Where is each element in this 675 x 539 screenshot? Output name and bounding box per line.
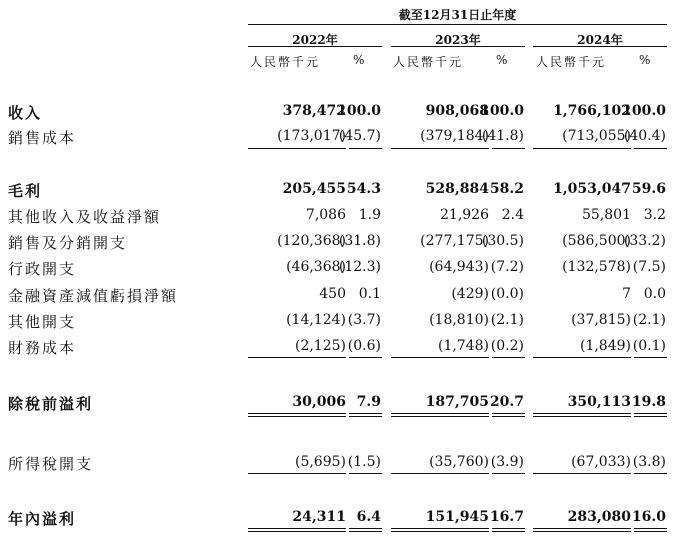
rule-fin-2023-amt — [391, 357, 489, 358]
cell-row7-2022-amount: (14,124) — [286, 312, 346, 328]
rule-cos-2024-amt — [533, 148, 631, 149]
rule-pbt-2023-amt-1 — [391, 413, 489, 414]
cell-row11-2024-pct: 16.0 — [631, 509, 666, 525]
cell-row2-2024-amount: 1,053,047 — [553, 181, 631, 197]
rule-pfy-2023-amt-2 — [391, 531, 489, 532]
cell-row8-2024-amount: (1,849) — [579, 338, 631, 354]
cell-row3-2023-amount: 21,926 — [440, 207, 489, 223]
cell-row11-2023-amount: 151,945 — [425, 509, 489, 525]
rule-tax-2023-amt — [391, 473, 489, 474]
cell-row1-2024-amount: (713,055) — [562, 128, 631, 144]
rule-pfy-2023-amt-1 — [391, 528, 489, 529]
rule-pbt-2023-pct-1 — [492, 413, 525, 414]
rule-pfy-2024-pct-1 — [634, 528, 667, 529]
unit-amount-2022: 人民幣千元 — [250, 55, 321, 69]
cell-row11-2022-amount: 24,311 — [292, 509, 346, 525]
cell-row7-2024-amount: (37,815) — [571, 312, 631, 328]
cell-row1-2022-pct: (45.7) — [338, 128, 381, 144]
cell-row8-2022-pct: (0.6) — [347, 338, 381, 354]
unit-pct-2023: % — [496, 53, 510, 67]
row-label-other-expenses: 其他開支 — [8, 313, 77, 331]
rule-tax-2024-pct — [634, 473, 667, 474]
cell-row9-2024-amount: 350,113 — [567, 394, 631, 410]
cell-row0-2024-amount: 1,766,102 — [553, 103, 631, 119]
cell-row7-2023-amount: (18,810) — [429, 312, 489, 328]
rule-tax-2022-pct — [349, 473, 382, 474]
row-label-gross-profit: 毛利 — [8, 182, 43, 200]
row-label-admin-expenses: 行政開支 — [8, 260, 77, 278]
cell-row0-2023-amount: 908,068 — [425, 103, 489, 119]
rule-cos-2024-pct — [634, 148, 667, 149]
cell-row11-2022-pct: 6.4 — [356, 509, 381, 525]
cell-row0-2024-pct: 100.0 — [622, 103, 666, 119]
rule-pfy-2022-pct-1 — [349, 528, 382, 529]
cell-row6-2023-pct: (0.0) — [490, 286, 524, 302]
cell-row6-2024-pct: 0.0 — [643, 286, 666, 302]
rule-pfy-2024-amt-2 — [533, 531, 631, 532]
rule-pfy-2022-amt-1 — [248, 528, 346, 529]
cell-row9-2022-pct: 7.9 — [356, 394, 381, 410]
year-underline-2023 — [391, 46, 525, 47]
rule-pbt-2022-amt-1 — [248, 413, 346, 414]
rule-pbt-2022-pct-2 — [349, 416, 382, 417]
row-label-finance-costs: 財務成本 — [8, 339, 77, 357]
rule-fin-2023-pct — [492, 357, 525, 358]
cell-row2-2023-pct: 58.2 — [489, 181, 524, 197]
rule-pfy-2023-pct-2 — [492, 531, 525, 532]
cell-row3-2023-pct: 2.4 — [501, 207, 524, 223]
cell-row4-2023-amount: (277,175) — [420, 233, 489, 249]
cell-row10-2023-amount: (35,760) — [429, 454, 489, 470]
rule-cos-2022-pct — [349, 148, 382, 149]
cell-row1-2023-amount: (379,184) — [420, 128, 489, 144]
unit-pct-2024: % — [639, 53, 653, 67]
row-label-revenue: 收入 — [8, 104, 43, 122]
rule-pbt-2024-pct-1 — [634, 413, 667, 414]
cell-row6-2024-amount: 7 — [622, 286, 631, 302]
rule-pbt-2022-pct-1 — [349, 413, 382, 414]
year-header-2023: 2023年 — [435, 33, 481, 47]
cell-row1-2022-amount: (173,017) — [277, 128, 346, 144]
cell-row4-2024-pct: (33.2) — [623, 233, 666, 249]
rule-fin-2022-amt — [248, 357, 346, 358]
row-label-other-income: 其他收入及收益淨額 — [8, 208, 162, 226]
cell-row1-2023-pct: (41.8) — [481, 128, 524, 144]
period-underline — [248, 24, 667, 25]
rule-pfy-2022-amt-2 — [248, 531, 346, 532]
rule-pbt-2023-pct-2 — [492, 416, 525, 417]
cell-row8-2022-amount: (2,125) — [294, 338, 346, 354]
cell-row6-2023-amount: (429) — [451, 286, 489, 302]
rule-pbt-2024-amt-2 — [533, 416, 631, 417]
rule-fin-2024-amt — [533, 357, 631, 358]
cell-row6-2022-pct: 0.1 — [358, 286, 381, 302]
rule-fin-2024-pct — [634, 357, 667, 358]
cell-row0-2022-amount: 378,472 — [282, 103, 346, 119]
rule-pfy-2024-pct-2 — [634, 531, 667, 532]
cell-row3-2022-amount: 7,086 — [305, 207, 346, 223]
cell-row9-2024-pct: 19.8 — [631, 394, 666, 410]
cell-row3-2024-amount: 55,801 — [582, 207, 631, 223]
row-label-profit-for-year: 年內溢利 — [8, 510, 77, 528]
cell-row8-2023-pct: (0.2) — [490, 338, 524, 354]
rule-pbt-2022-amt-2 — [248, 416, 346, 417]
cell-row9-2023-amount: 187,705 — [425, 394, 489, 410]
cell-row10-2022-pct: (1.5) — [347, 454, 381, 470]
cell-row2-2022-amount: 205,455 — [282, 181, 346, 197]
unit-pct-2022: % — [353, 53, 367, 67]
rule-pfy-2023-pct-1 — [492, 528, 525, 529]
cell-row4-2023-pct: (30.5) — [481, 233, 524, 249]
cell-row2-2024-pct: 59.6 — [631, 181, 666, 197]
rule-pbt-2024-pct-2 — [634, 416, 667, 417]
rule-pbt-2024-amt-1 — [533, 413, 631, 414]
cell-row4-2022-amount: (120,368) — [277, 233, 346, 249]
cell-row1-2024-pct: (40.4) — [623, 128, 666, 144]
cell-row3-2024-pct: 3.2 — [643, 207, 666, 223]
year-underline-2024 — [533, 46, 667, 47]
cell-row10-2023-pct: (3.9) — [490, 454, 524, 470]
cell-row5-2022-pct: (12.3) — [338, 259, 381, 275]
row-label-profit-before-tax: 除稅前溢利 — [8, 395, 94, 413]
cell-row4-2022-pct: (31.8) — [338, 233, 381, 249]
cell-row8-2024-pct: (0.1) — [632, 338, 666, 354]
rule-pfy-2022-pct-2 — [349, 531, 382, 532]
rule-tax-2024-amt — [533, 473, 631, 474]
cell-row5-2023-amount: (64,943) — [429, 259, 489, 275]
cell-row10-2024-amount: (67,033) — [571, 454, 631, 470]
cell-row3-2022-pct: 1.9 — [358, 207, 381, 223]
unit-amount-2024: 人民幣千元 — [536, 55, 607, 69]
rule-tax-2023-pct — [492, 473, 525, 474]
cell-row10-2024-pct: (3.8) — [632, 454, 666, 470]
cell-row7-2023-pct: (2.1) — [490, 312, 524, 328]
cell-row5-2022-amount: (46,368) — [286, 259, 346, 275]
year-header-2022: 2022年 — [292, 33, 338, 47]
cell-row2-2023-amount: 528,884 — [425, 181, 489, 197]
year-header-2024: 2024年 — [577, 33, 623, 47]
unit-amount-2023: 人民幣千元 — [393, 55, 464, 69]
cell-row10-2022-amount: (5,695) — [294, 454, 346, 470]
cell-row4-2024-amount: (586,500) — [562, 233, 631, 249]
rule-pfy-2024-amt-1 — [533, 528, 631, 529]
cell-row9-2023-pct: 20.7 — [489, 394, 524, 410]
cell-row6-2022-amount: 450 — [319, 286, 346, 302]
row-label-cost-of-sales: 銷售成本 — [8, 129, 77, 147]
row-label-selling-expenses: 銷售及分銷開支 — [8, 234, 128, 252]
year-underline-2022 — [248, 46, 382, 47]
row-label-impairment-losses: 金融資產減值虧損淨額 — [8, 287, 179, 305]
cell-row7-2024-pct: (2.1) — [632, 312, 666, 328]
cell-row5-2024-pct: (7.5) — [632, 259, 666, 275]
cell-row8-2023-amount: (1,748) — [437, 338, 489, 354]
cell-row5-2024-amount: (132,578) — [562, 259, 631, 275]
rule-cos-2023-pct — [492, 148, 525, 149]
period-header: 截至12月31日止年度 — [398, 8, 517, 22]
cell-row5-2023-pct: (7.2) — [490, 259, 524, 275]
row-label-income-tax: 所得稅開支 — [8, 455, 94, 473]
cell-row0-2022-pct: 100.0 — [337, 103, 381, 119]
rule-fin-2022-pct — [349, 357, 382, 358]
cell-row0-2023-pct: 100.0 — [480, 103, 524, 119]
rule-cos-2023-amt — [391, 148, 489, 149]
cell-row11-2023-pct: 16.7 — [489, 509, 524, 525]
cell-row7-2022-pct: (3.7) — [347, 312, 381, 328]
rule-tax-2022-amt — [248, 473, 346, 474]
rule-cos-2022-amt — [248, 148, 346, 149]
cell-row2-2022-pct: 54.3 — [346, 181, 381, 197]
cell-row9-2022-amount: 30,006 — [292, 394, 346, 410]
rule-pbt-2023-amt-2 — [391, 416, 489, 417]
cell-row11-2024-amount: 283,080 — [567, 509, 631, 525]
